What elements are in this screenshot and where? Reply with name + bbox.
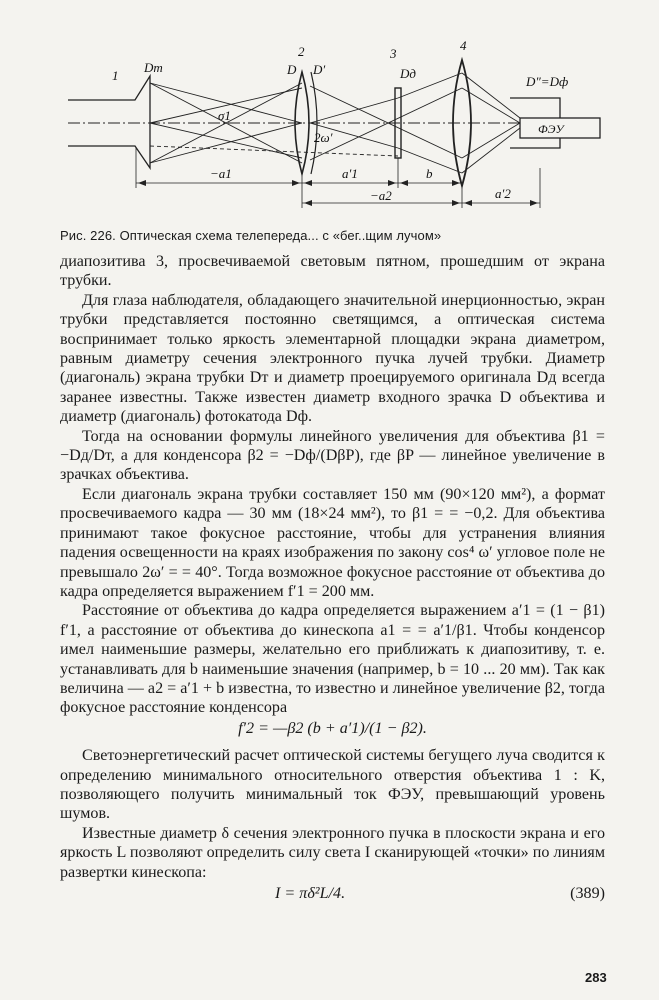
label-a1p: a′1 bbox=[342, 166, 358, 181]
label-dd: Dд bbox=[400, 66, 416, 81]
label-omega: 2ω′ bbox=[314, 130, 333, 145]
crt-tube bbox=[68, 76, 150, 168]
paragraph: Для глаза наблюдателя, обладающего значительной инерционностью, экран трубки представляется постоянно светящимся, а оптическая система воспринимает только яркость элементарной площадки экрана диаметром, равным диаметру сечения электронного пучка лучей трубки. Диаметр (диагональ) экрана трубки Dт и диаметр проецируемого оригинала Dд всегда заранее известны. Также известен диаметр входного зрачка D объектива и диаметр (диагональ) фотокатода Dф. bbox=[60, 291, 605, 426]
body-text bbox=[60, 252, 605, 906]
optical-scheme-figure bbox=[40, 28, 630, 228]
label-4: 4 bbox=[460, 38, 467, 53]
paragraph: Светоэнергетический расчет оптической системы бегущего луча сводится к определению минимального относительного отверстия объектива 1 : K, позволяющего получить минимальный ток ФЭУ, превышающий уровень шумов. bbox=[60, 747, 605, 823]
label-1: 1 bbox=[112, 68, 119, 83]
label-dt: Dт bbox=[144, 60, 163, 75]
figure-caption: Рис. 226. Оптическая схема телепереда... с «бег..щим лучом» bbox=[60, 228, 442, 243]
equation-row bbox=[60, 884, 605, 906]
label-dpp: D″=Dф bbox=[526, 74, 569, 89]
label-dprime: D′ bbox=[313, 62, 326, 77]
equation: I = πδ²L/4. bbox=[275, 885, 346, 902]
paragraph: Тогда на основании формулы линейного увеличения для объектива β1 = −Dд/Dт, а для конденсора β2 = −Dф/(DβP), где βP — линейное увеличение в зрачках объектива. bbox=[60, 427, 605, 484]
paragraph: Известные диаметр δ сечения электронного пучка в плоскости экрана и его яркость L позволяют определить силу света I сканирующей «точки» по линиям развертки кинескопа: bbox=[60, 824, 605, 881]
formula: f′2 = —β2 (b + a′1)/(1 − β2). bbox=[238, 719, 427, 737]
label-2: 2 bbox=[298, 44, 305, 59]
label-a1: −a1 bbox=[210, 166, 232, 181]
label-sigma: σ1 bbox=[218, 108, 231, 123]
paragraph: диапозитива 3, просвечиваемой световым пятном, прошедшим от экрана трубки. bbox=[60, 253, 605, 290]
label-a2: −a2 bbox=[370, 188, 392, 203]
label-3: 3 bbox=[390, 46, 397, 61]
label-feu: ФЭУ bbox=[538, 122, 564, 136]
label-b: b bbox=[426, 166, 433, 181]
label-d: D bbox=[287, 62, 297, 77]
paragraph: Расстояние от объектива до кадра определяется выражением a′1 = (1 − β1) f′1, а расстояние от объектива до кинескопа a1 = = a′1/β1. Чтобы конденсор имел наименьшие размеры, желательно его приближать к диапозитиву, т. е. устанавливать для b наименьшие значения (например, b = 10 ... 20 мм). Так как величина — a2 = a′1 + b известна, то известно и линейное увеличение β2, тогда фокусное расстояние конденсора bbox=[60, 602, 605, 717]
equation-number: (389) bbox=[570, 885, 605, 902]
page-number: 283 bbox=[585, 970, 607, 985]
label-a2p: a′2 bbox=[495, 186, 511, 201]
paragraph: Если диагональ экрана трубки составляет 150 мм (90×120 мм²), а формат просвечиваемого кадра — 30 мм (18×24 мм²), то β1 = = −0,2. Для объектива принимают такое фокусное расстояние, чтобы для устранения влияния падения освещенности на краях изображения по закону cos⁴ ω′ угловое поле не превышало 2ω′ = = 40°. Тогда возможное фокусное расстояние от объектива до кадра определяется выражением f′1 = 200 мм. bbox=[60, 485, 605, 600]
